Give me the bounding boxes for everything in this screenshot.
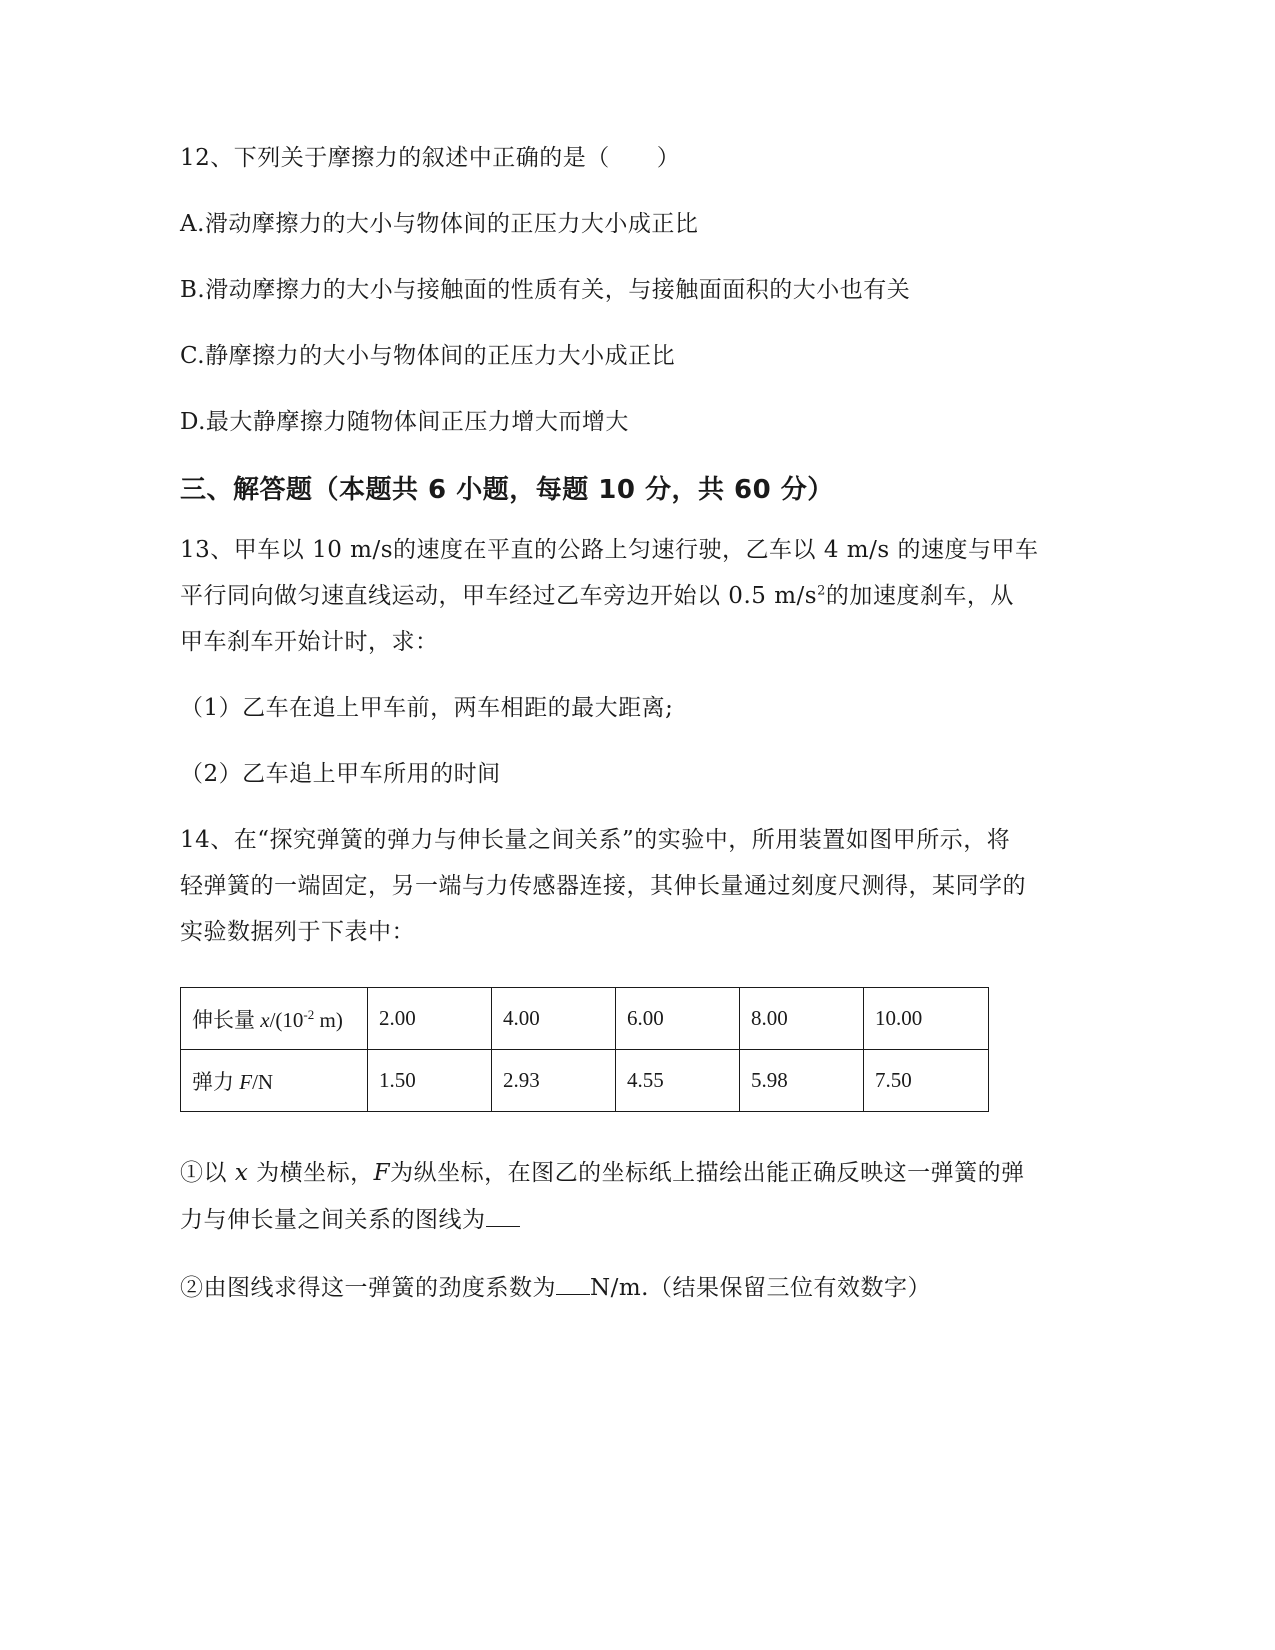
label-var: x xyxy=(260,1007,270,1032)
q12-option-c: C.静摩擦力的大小与物体间的正压力大小成正比 xyxy=(180,343,676,369)
q13-part-2: （2）乙车追上甲车所用的时间 xyxy=(180,761,501,787)
table-row-label-extension xyxy=(181,988,368,1050)
q14-sub-1 xyxy=(180,1158,1025,1188)
table-row xyxy=(181,1050,989,1112)
q13-line-3: 甲车刹车开始计时，求： xyxy=(180,629,439,655)
table-cell: 2.93 xyxy=(492,1050,616,1112)
label-sup: -2 xyxy=(303,1006,315,1022)
q13-line-1: 13、甲车以 10 m/s的速度在平直的公路上匀速行驶，乙车以 4 m/s 的速度与甲车 xyxy=(180,537,1039,563)
q12-option-b: B.滑动摩擦力的大小与接触面的性质有关，与接触面面积的大小也有关 xyxy=(180,277,911,303)
q14-sub-2 xyxy=(180,1272,931,1303)
answer-blank[interactable] xyxy=(556,1272,590,1295)
sub1-var-f: F xyxy=(373,1160,391,1186)
q12-option-d: D.最大静摩擦力随物体间正压力增大而增大 xyxy=(180,409,629,435)
label-text: /N xyxy=(252,1069,274,1094)
table-row xyxy=(181,988,989,1050)
sub1-text: ①以 xyxy=(180,1160,235,1186)
table-cell: 4.00 xyxy=(492,988,616,1050)
q14-line-2: 轻弹簧的一端固定，另一端与力传感器连接，其伸长量通过刻度尺测得，某同学的 xyxy=(180,873,1026,899)
label-text: m) xyxy=(314,1007,343,1032)
sub2-text: ②由图线求得这一弹簧的劲度系数为 xyxy=(180,1275,556,1301)
table-cell: 7.50 xyxy=(864,1050,989,1112)
label-text: /(10 xyxy=(269,1007,304,1032)
sub1-text: 力与伸长量之间关系的图线为 xyxy=(180,1207,486,1233)
table-cell: 5.98 xyxy=(740,1050,864,1112)
sub1-text: 为纵坐标，在图乙的坐标纸上描绘出能正确反映这一弹簧的弹 xyxy=(390,1160,1025,1186)
label-text: 伸长量 xyxy=(192,1007,261,1032)
q13-line-2 xyxy=(180,581,1014,611)
section-heading: 三、解答题（本题共 6 小题，每题 10 分，共 60 分） xyxy=(180,475,834,505)
sub2-text: N/m.（结果保留三位有效数字） xyxy=(590,1275,931,1301)
q14-line-3: 实验数据列于下表中： xyxy=(180,919,415,945)
table-cell: 6.00 xyxy=(616,988,740,1050)
answer-blank[interactable] xyxy=(486,1204,520,1227)
q14-sub-1-line-2 xyxy=(180,1204,520,1235)
label-var: F xyxy=(239,1069,253,1094)
q13-superscript: 2 xyxy=(817,583,826,599)
table-cell: 10.00 xyxy=(864,988,989,1050)
table-cell: 8.00 xyxy=(740,988,864,1050)
q13-line-2-text-b: 的加速度刹车，从 xyxy=(825,583,1014,609)
label-text: 弹力 xyxy=(192,1069,240,1094)
sub1-var-x: x xyxy=(234,1160,249,1186)
sub1-text: 为横坐标， xyxy=(248,1160,374,1186)
table-row-label-force xyxy=(181,1050,368,1112)
table-cell: 1.50 xyxy=(368,1050,492,1112)
q13-part-1: （1）乙车在追上甲车前，两车相距的最大距离; xyxy=(180,695,674,721)
q13-line-2-text-a: 平行同向做匀速直线运动，甲车经过乙车旁边开始以 0.5 m/s xyxy=(180,583,818,609)
q12-stem: 12、下列关于摩擦力的叙述中正确的是（ ） xyxy=(180,145,681,171)
q14-line-1: 14、在“探究弹簧的弹力与伸长量之间关系”的实验中，所用装置如图甲所示，将 xyxy=(180,827,1011,853)
table-cell: 4.55 xyxy=(616,1050,740,1112)
q12-option-a: A.滑动摩擦力的大小与物体间的正压力大小成正比 xyxy=(180,211,699,237)
data-table xyxy=(180,987,989,1112)
table-cell: 2.00 xyxy=(368,988,492,1050)
